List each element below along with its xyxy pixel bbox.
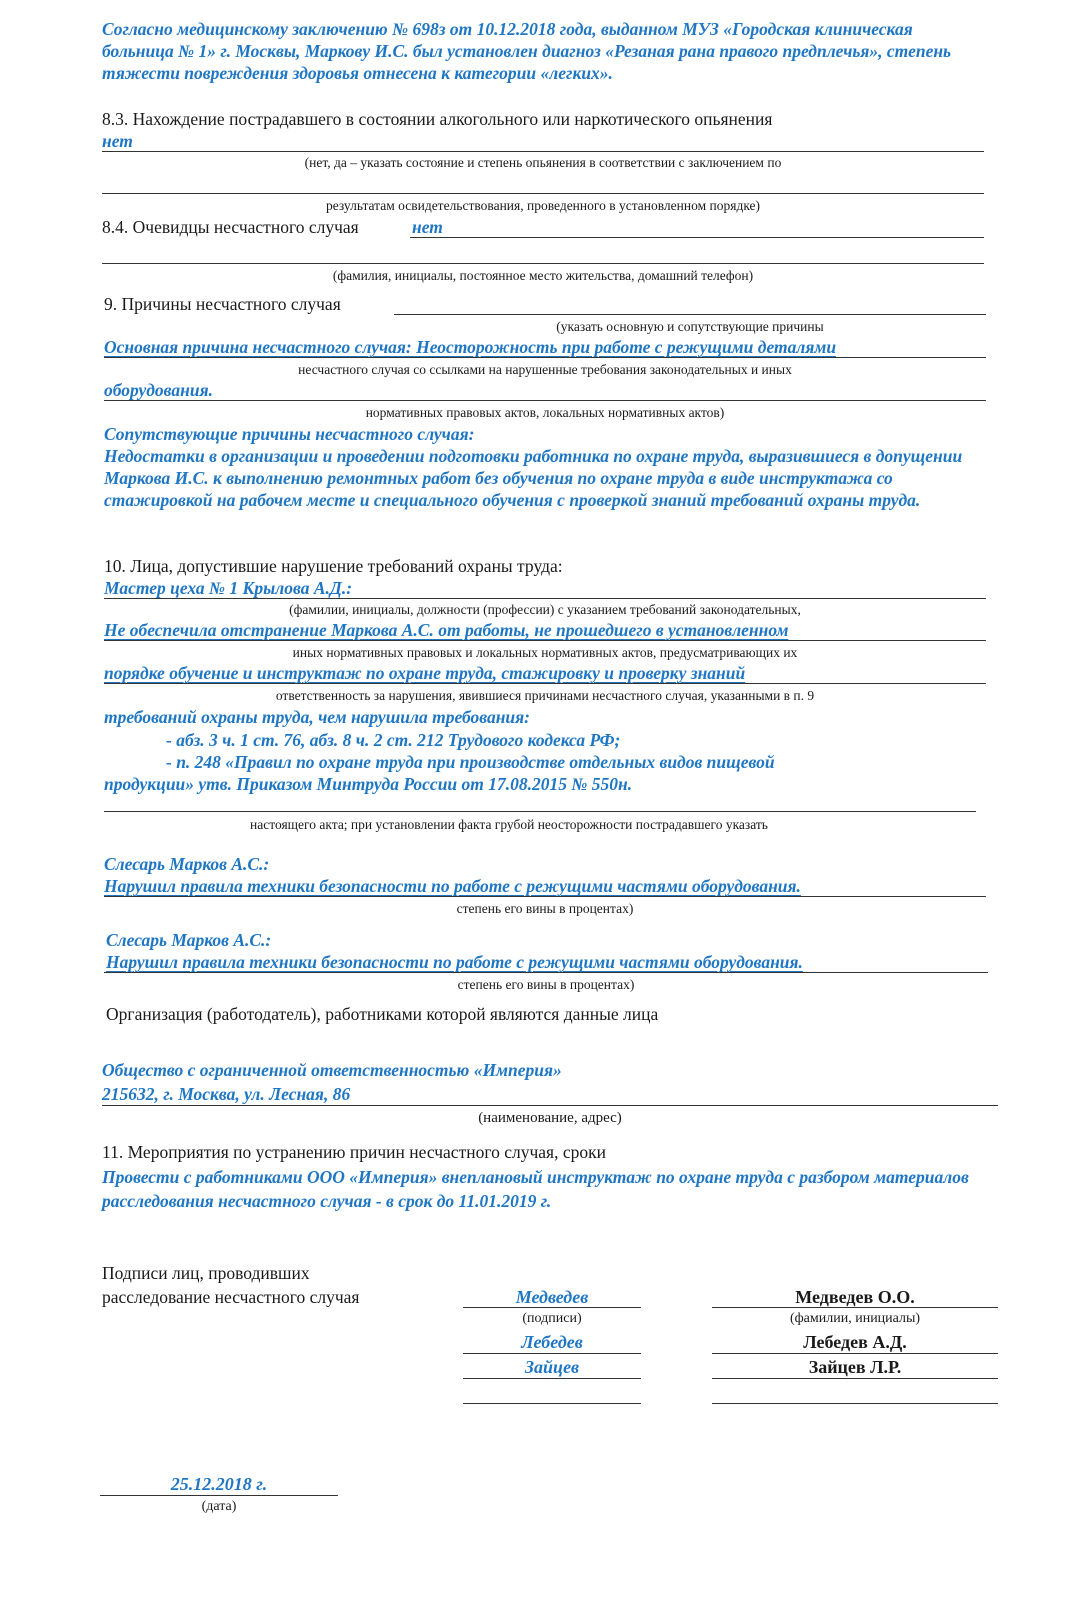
section-8-3-hint2: результатам освидетельствования, проведенного в установленном порядке) bbox=[325, 198, 761, 213]
org-name: Общество с ограниченной ответственностью «Империя» bbox=[102, 1060, 562, 1080]
violation-bullet2a bbox=[104, 751, 775, 773]
section-8-4-label: 8.4. Очевидцы несчастного случая bbox=[102, 217, 359, 237]
signature-4-line bbox=[463, 1403, 641, 1404]
section-8-4-line2 bbox=[102, 263, 984, 264]
section-9-hint1: (указать основную и сопутствующие причины bbox=[556, 319, 824, 334]
violation-underline4 bbox=[104, 811, 976, 812]
section-9-label: 9. Причины несчастного случая bbox=[104, 294, 341, 314]
section-11-label: 11. Мероприятия по устранению причин несчастного случая, сроки bbox=[102, 1142, 606, 1162]
section-10-hint3: ответственность за нарушения, явившиеся причинами несчастного случая, указанными в п. 9 bbox=[275, 688, 815, 703]
date-value: 25.12.2018 г. bbox=[170, 1474, 268, 1494]
victim2-underline bbox=[104, 972, 988, 973]
name-1: Медведев О.О. bbox=[795, 1287, 915, 1307]
signatures-label1: Подписи лиц, проводивших bbox=[102, 1263, 310, 1283]
violation-line2: порядке обучение и инструктаж по охране труда, стажировку и проверку знаний bbox=[104, 663, 746, 683]
name-3-line bbox=[712, 1378, 998, 1379]
section-9-underline bbox=[394, 314, 986, 315]
section-10-hint2: иных нормативных правовых и локальных нормативных актов, предусматривающих их bbox=[292, 645, 798, 660]
violation-underline2 bbox=[104, 683, 986, 684]
violation-line3: требований охраны труда, чем нарушила требования: bbox=[104, 707, 531, 727]
signature-3-line bbox=[463, 1378, 641, 1379]
section-11-text: Провести с работниками ООО «Империя» внеплановый инструктаж по охране труда с разбором материалов расследования несчастного случая - в срок до 11.01.2019 г. bbox=[102, 1167, 969, 1211]
signature-3: Зайцев bbox=[524, 1357, 580, 1377]
section-8-3-label: 8.3. Нахождение пострадавшего в состоянии алкогольного или наркотического опьянения bbox=[102, 109, 773, 129]
violation-bullet1 bbox=[104, 729, 620, 751]
main-cause-line2: оборудования. bbox=[104, 380, 213, 400]
name-2-line bbox=[712, 1353, 998, 1354]
section-8-3-line2 bbox=[102, 193, 984, 194]
name-2: Лебедев А.Д. bbox=[803, 1332, 907, 1352]
org-underline bbox=[102, 1105, 998, 1106]
victim1-name: Слесарь Марков А.С.: bbox=[104, 854, 270, 874]
violation-bullet2b: продукции» утв. Приказом Минтруда России от 17.08.2015 № 550н. bbox=[104, 774, 633, 794]
diagnosis-text: Согласно медицинскому заключению № 698з от 10.12.2018 года, выданном МУЗ «Городская клиническая больница № 1» г. Москвы, Маркову И.С. был установлен диагноз «Резаная рана правого предплечья», степень тяжести повреждения здоровья отнесена к категории «легких». bbox=[102, 19, 952, 83]
date-line bbox=[100, 1495, 338, 1496]
section-8-3-underline bbox=[102, 151, 984, 152]
name-3: Зайцев Л.Р. bbox=[808, 1357, 902, 1377]
main-cause-underline1 bbox=[104, 357, 986, 358]
signatures-label2: расследование несчастного случая bbox=[102, 1287, 360, 1307]
section-10-hint6: степень его вины в процентах) bbox=[457, 977, 635, 992]
violation-bullet2a-text: - п. 248 «Правил по охране труда при производстве отдельных видов пищевой bbox=[166, 752, 775, 772]
section-9-hint2: несчастного случая со ссылками на нарушенные требования законодательных и иных bbox=[298, 362, 792, 377]
violation-bullet1-text: - абз. 3 ч. 1 ст. 76, абз. 8 ч. 2 ст. 212 Трудового кодекса РФ; bbox=[166, 730, 621, 750]
signature-2: Лебедев bbox=[521, 1332, 583, 1352]
secondary-cause-title: Сопутствующие причины несчастного случая: bbox=[104, 424, 475, 444]
violation-underline1 bbox=[104, 640, 986, 641]
signature-hint: (подписи) bbox=[522, 1311, 582, 1326]
section-8-3-hint1: (нет, да – указать состояние и степень опьянения в соответствии с заключением по bbox=[304, 155, 782, 170]
responsible-underline bbox=[104, 598, 986, 599]
name-4-line bbox=[712, 1403, 998, 1404]
name-hint: (фамилии, инициалы) bbox=[789, 1311, 921, 1326]
victim1-underline bbox=[104, 896, 986, 897]
section-10-label: 10. Лица, допустившие нарушение требований охраны труда: bbox=[104, 556, 563, 576]
section-8-4-value: нет bbox=[412, 217, 443, 237]
signature-1: Медведев bbox=[515, 1287, 589, 1307]
org-address: 215632, г. Москва, ул. Лесная, 86 bbox=[102, 1084, 351, 1104]
section-10-hint1: (фамилии, инициалы, должности (профессии) с указанием требований законодательных, bbox=[289, 602, 801, 617]
secondary-cause-text: Недостатки в организации и проведении подготовки работника по охране труда, выразившиеся в допущении Маркова И.С. к выполнению ремонтных работ без обучения по охране труда в виде инструктажа со стажировкой на рабочем месте и специального обучения с проверкой знаний требований охраны труда. bbox=[104, 446, 963, 510]
section-10-hint5: степень его вины в процентах) bbox=[456, 901, 634, 916]
org-label: Организация (работодатель), работниками которой являются данные лица bbox=[106, 1004, 659, 1024]
section-9-hint3: нормативных правовых актов, локальных нормативных актов) bbox=[365, 405, 725, 420]
violation-line1: Не обеспечила отстранение Маркова А.С. от работы, не прошедшего в установленном bbox=[104, 620, 789, 640]
signature-2-line bbox=[463, 1353, 641, 1354]
section-10-hint4: настоящего акта; при установлении факта грубой неосторожности пострадавшего указать bbox=[250, 817, 768, 832]
name-1-line bbox=[712, 1307, 998, 1308]
signature-1-line bbox=[463, 1307, 641, 1308]
responsible-person: Мастер цеха № 1 Крылова А.Д.: bbox=[104, 578, 353, 598]
date-hint: (дата) bbox=[201, 1499, 237, 1514]
victim2-text: Нарушил правила техники безопасности по работе с режущими частями оборудования. bbox=[106, 952, 803, 972]
org-hint: (наименование, адрес) bbox=[478, 1110, 622, 1126]
victim2-name: Слесарь Марков А.С.: bbox=[106, 930, 272, 950]
victim1-text: Нарушил правила техники безопасности по работе с режущими частями оборудования. bbox=[104, 876, 801, 896]
section-8-4-underline bbox=[410, 237, 984, 238]
main-cause-line1: Основная причина несчастного случая: Неосторожность при работе с режущими деталями bbox=[104, 337, 837, 357]
section-8-3-value: нет bbox=[102, 131, 133, 151]
section-8-4-hint: (фамилия, инициалы, постоянное место жительства, домашний телефон) bbox=[332, 268, 754, 283]
main-cause-underline2 bbox=[104, 400, 986, 401]
